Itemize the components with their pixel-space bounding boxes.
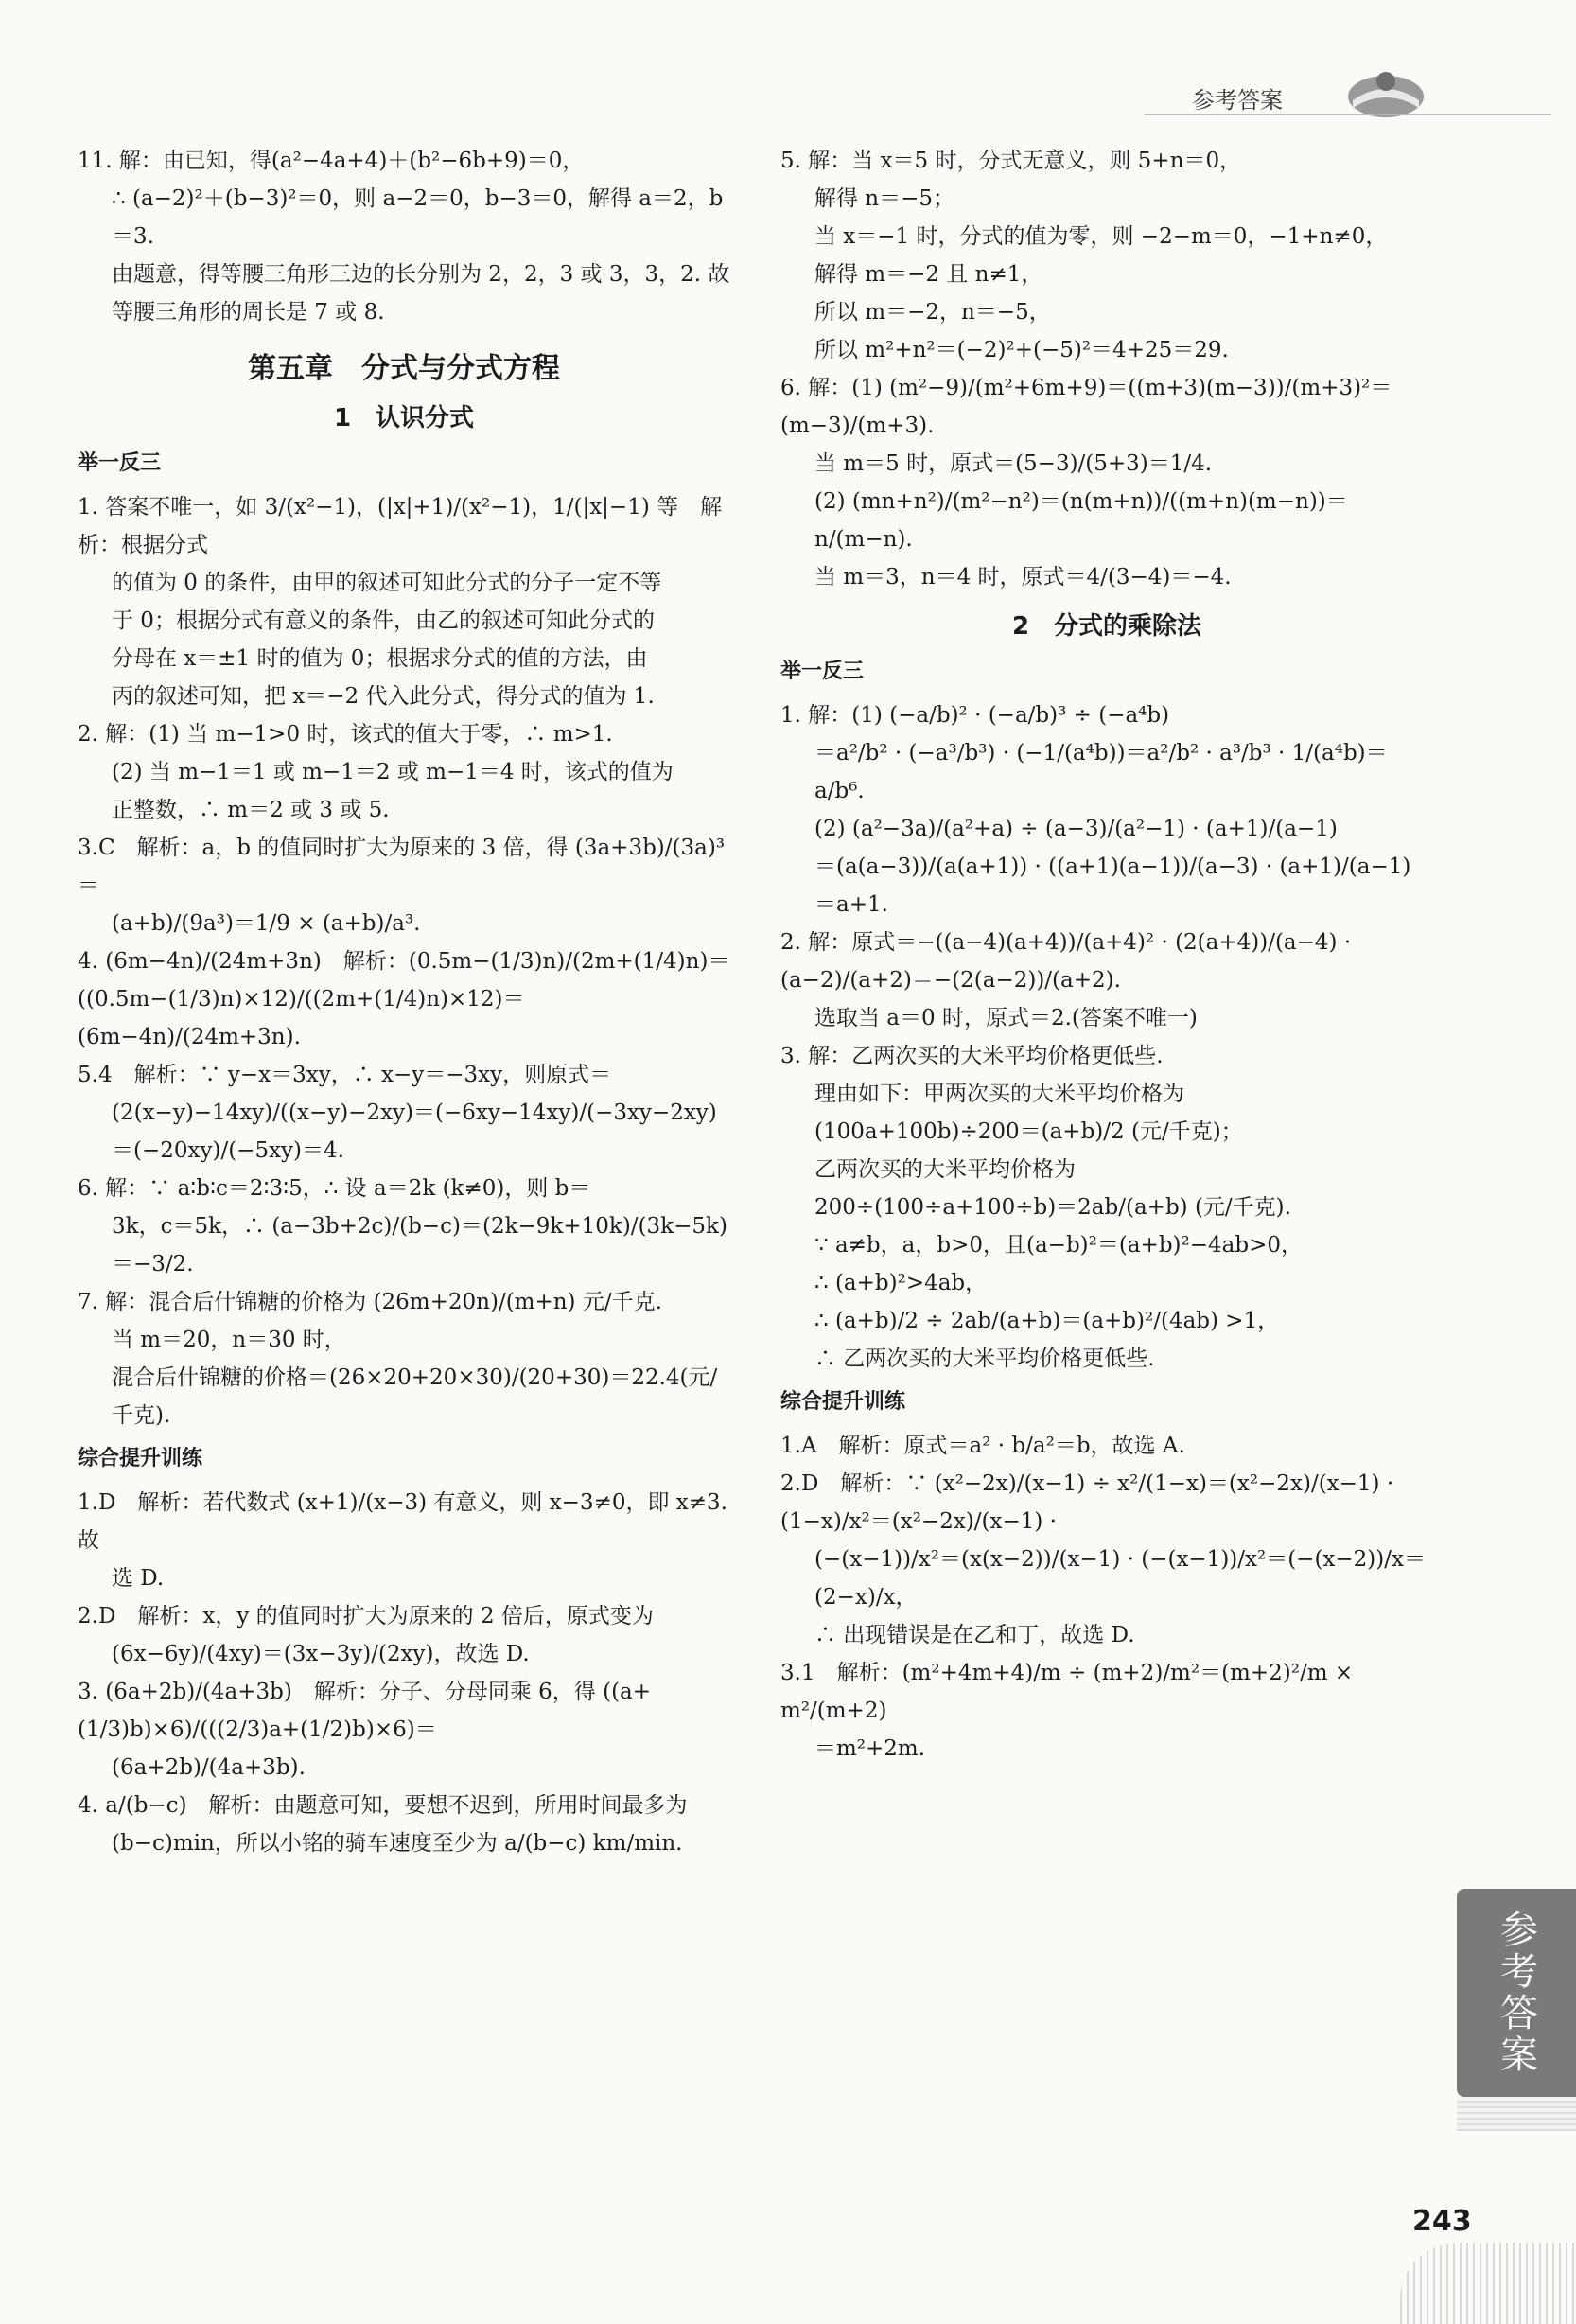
answer-line: 1.A 解析：原式＝a² · b/a²＝b，故选 A. [780,1434,1185,1458]
answer-line: 所以 m²+n²＝(−2)²+(−5)²＝4+25＝29. [814,338,1229,362]
subsection-heading: 综合提升训练 [780,1390,906,1414]
answer-line: (2(x−y)−14xy)/((x−y)−2xy)＝(−6xy−14xy)/(−3xy−2xy)＝(−20xy)/(−5xy)＝4. [112,1100,717,1163]
answer-line: ∵ a≠b，a，b>0，且(a−b)²＝(a+b)²−4ab>0， [814,1233,1303,1258]
subsection-heading: 举一反三 [78,451,162,475]
subsection-heading: 举一反三 [780,660,865,683]
answer-line: 于 0；根据分式有意义的条件，由乙的叙述可知此分式的 [112,608,655,633]
section-title: 1 认识分式 [333,404,475,432]
answer-line: 3.1 解析：(m²+4m+4)/m ÷ (m+2)/m²＝(m+2)²/m × m²/(m+2) [780,1661,1354,1723]
answer-line: 1. 答案不唯一，如 3/(x²−1)，(|x|+1)/(x²−1)，1/(|x|−1) 等 解析：根据分式 [78,495,723,557]
answer-line: ∴ (a+b)²>4ab， [814,1271,988,1295]
answer-line: (2) (a²−3a)/(a²+a) ÷ (a−3)/(a²−1) · (a+1)/(a−1) [814,817,1338,841]
answer-line: ∴ 乙两次买的大米平均价格更低些. [814,1347,1155,1371]
answer-line: 3k，c＝5k，∴ (a−3b+2c)/(b−c)＝(2k−9k+10k)/(3k−5k)＝−3/2. [112,1214,727,1276]
answer-line: 当 m＝3，n＝4 时，原式＝4/(3−4)＝−4. [814,565,1232,590]
answer-line: ∴ 出现错误是在乙和丁，故选 D. [814,1623,1135,1647]
answer-line: 选取当 a＝0 时，原式＝2.(答案不唯一) [814,1006,1198,1030]
answer-line: 的值为 0 的条件，由甲的叙述可知此分式的分子一定不等 [112,571,662,595]
answer-line: 混合后什锦糖的价格＝(26×20+20×30)/(20+30)＝22.4(元/千克). [112,1365,718,1428]
right-column [780,142,1433,1768]
answer-line: 当 m＝5 时，原式＝(5−3)/(5+3)＝1/4. [814,451,1213,476]
answer-line: 当 x＝−1 时，分式的值为零，则 −2−m＝0，−1+n≠0， [814,224,1388,249]
answer-line: 解得 m＝−2 且 n≠1， [814,262,1043,287]
answer-line: 2. 解：(1) 当 m−1>0 时，该式的值大于零，∴ m>1. [78,722,613,747]
answer-line: 2.D 解析：∵ (x²−2x)/(x−1) ÷ x²/(1−x)＝(x²−2x)/(x−1) · (1−x)/x²＝(x²−2x)/(x−1) · [780,1471,1394,1534]
answer-line: 3.C 解析：a，b 的值同时扩大为原来的 3 倍，得 (3a+3b)/(3a)³＝ [78,836,726,898]
answer-line: ＝(a(a−3))/(a(a+1)) · ((a+1)(a−1))/(a−3) · (a+1)/(a−1) [814,854,1411,879]
header-label: 参考答案 [1192,87,1283,114]
answer-line: 分母在 x＝±1 时的值为 0；根据求分式的值的方法，由 [112,646,648,671]
answer-line: 1. 解：(1) (−a/b)² · (−a/b)³ ÷ (−a⁴b) [780,703,1170,728]
answer-line: (b−c)min，所以小铭的骑车速度至少为 a/(b−c) km/min. [112,1831,683,1856]
left-column [78,142,730,1862]
answer-line: 所以 m＝−2，n＝−5， [814,300,1051,325]
answer-line: 2. 解：原式＝−((a−4)(a+4))/(a+4)² · (2(a+4))/(a−4) · (a−2)/(a+2)＝−(2(a−2))/(a+2). [780,930,1352,993]
page-corner-decoration [1400,2243,1576,2324]
answer-line: 正整数，∴ m＝2 或 3 或 5. [112,798,390,822]
answer-line: (−(x−1))/x²＝(x(x−2))/(x−1) · (−(x−1))/x²＝(−(x−2))/x＝(2−x)/x， [814,1547,1426,1610]
answer-line: 当 m＝20，n＝30 时， [112,1328,346,1352]
answer-line: 200÷(100÷a+100÷b)＝2ab/(a+b) (元/千克). [814,1195,1291,1220]
subsection-heading: 综合提升训练 [78,1447,203,1470]
answer-line: ∴ (a+b)/2 ÷ 2ab/(a+b)＝(a+b)²/(4ab) >1， [814,1309,1280,1333]
answer-line: ＝a²/b² · (−a³/b³) · (−1/(a⁴b))＝a²/b² · a³/b³ · 1/(a⁴b)＝a/b⁶. [814,741,1388,803]
answer-line: (100a+100b)÷200＝(a+b)/2 (元/千克)； [814,1119,1243,1144]
side-tab: 参考答案 [1457,1889,1576,2097]
answer-line: 理由如下：甲两次买的大米平均价格为 [814,1082,1184,1106]
answer-line: (2) 当 m−1＝1 或 m−1＝2 或 m−1＝4 时，该式的值为 [112,760,674,784]
answer-line: 4. (6m−4n)/(24m+3n) 解析：(0.5m−(1/3)n)/(2m+(1/4)n)＝((0.5m−(1/3)n)×12)/((2m+(1/4)n)×12)＝(6m−4n)/(24m+3n). [78,949,730,1049]
answer-line: 11. 解：由已知，得(a²−4a+4)＋(b²−6b+9)＝0， [78,149,585,173]
answer-line: (6a+2b)/(4a+3b). [112,1755,306,1780]
chapter-title: 第五章 分式与分式方程 [248,352,560,385]
answer-line: 6. 解：∵ a∶b∶c＝2∶3∶5，∴ 设 a＝2k (k≠0)，则 b＝ [78,1176,591,1201]
side-tab-decoration [1457,2097,1576,2131]
answer-line: 由题意，得等腰三角形三边的长分别为 2，2，3 或 3，3，2. 故 [112,262,730,287]
answer-line: 5. 解：当 x＝5 时，分式无意义，则 5+n＝0， [780,149,1242,173]
answer-line: ＝m²+2m. [814,1736,926,1761]
section-title: 2 分式的乘除法 [1011,612,1202,641]
answer-line: 2.D 解析：x，y 的值同时扩大为原来的 2 倍后，原式变为 [78,1604,654,1629]
answer-line: ＝a+1. [814,892,888,917]
answer-line: 5.4 解析：∵ y−x＝3xy，∴ x−y＝−3xy，则原式＝ [78,1063,612,1087]
page-number: 243 [1412,2205,1472,2238]
answer-line: (6x−6y)/(4xy)＝(3x−3y)/(2xy)，故选 D. [112,1642,530,1666]
answer-line: (a+b)/(9a³)＝1/9 × (a+b)/a³. [112,911,421,936]
answer-line: ∴ (a−2)²＋(b−3)²＝0，则 a−2＝0，b−3＝0，解得 a＝2，b＝3. [112,186,724,249]
answer-line: 6. 解：(1) (m²−9)/(m²+6m+9)＝((m+3)(m−3))/(m+3)²＝(m−3)/(m+3). [780,376,1392,438]
answer-line: 等腰三角形的周长是 7 或 8. [112,300,385,325]
answer-line: 解得 n＝−5； [814,186,955,211]
header-divider [1145,114,1551,115]
answer-line: 7. 解：混合后什锦糖的价格为 (26m+20n)/(m+n) 元/千克. [78,1290,662,1314]
answer-line: 4. a/(b−c) 解析：由题意可知，要想不迟到，所用时间最多为 [78,1793,688,1818]
answer-line: 3. (6a+2b)/(4a+3b) 解析：分子、分母同乘 6，得 ((a+(1/3)b)×6)/(((2/3)a+(1/2)b)×6)＝ [78,1680,652,1742]
answer-line: 乙两次买的大米平均价格为 [814,1157,1076,1182]
answer-line: 丙的叙述可知，把 x＝−2 代入此分式，得分式的值为 1. [112,684,655,709]
answer-line: 3. 解：乙两次买的大米平均价格更低些. [780,1044,1164,1068]
answer-line: 1.D 解析：若代数式 (x+1)/(x−3) 有意义，则 x−3≠0，即 x≠3. 故 [78,1490,727,1553]
answer-line: (2) (mn+n²)/(m²−n²)＝(n(m+n))/((m+n)(m−n))＝n/(m−n). [814,489,1348,552]
answer-line: 选 D. [112,1566,165,1591]
